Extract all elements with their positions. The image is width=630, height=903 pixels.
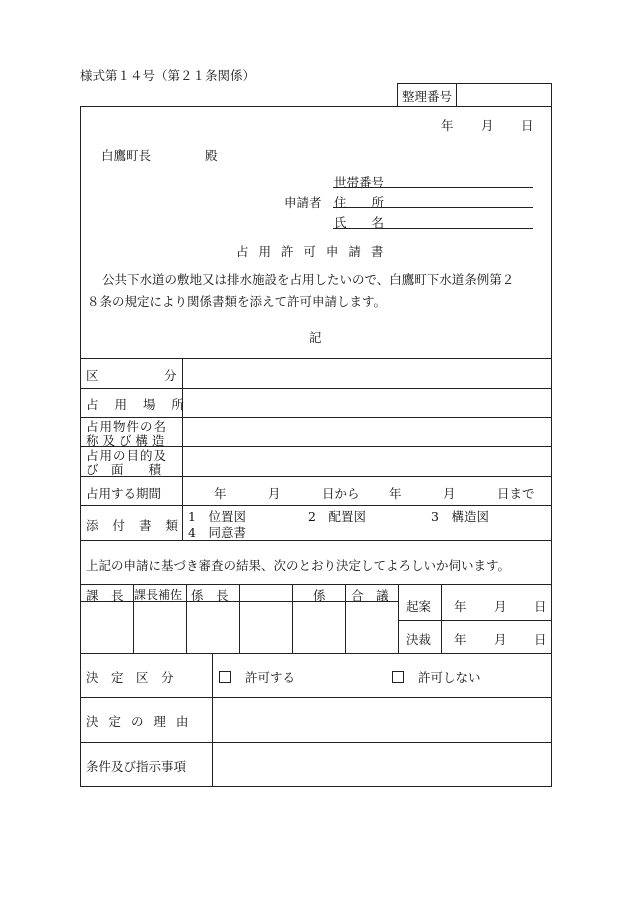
mokuteki-label-2: び 面 積 xyxy=(86,462,162,477)
approval-col-kakaricho: 係 長 xyxy=(191,588,229,603)
shimei-label: 氏 名 xyxy=(334,215,385,230)
kettei-kubun-label: 決 定 区 分 xyxy=(86,670,174,685)
approval-col-kachohosa: 課長補佐 xyxy=(134,588,183,602)
joken-label: 条件及び指示事項 xyxy=(86,759,187,774)
bukken-label-2: 称 及 び 構 造 xyxy=(86,433,165,448)
kian-year: 年 xyxy=(454,599,467,614)
body-text-line2: ８条の規定により関係書類を添えて許可申請します。 xyxy=(87,294,387,309)
tenpu-item-1: 1 位置図 xyxy=(188,509,246,524)
option-kyoka-shinai-label: 許可しない xyxy=(418,670,481,685)
kikan-tsuki-1: 月 xyxy=(268,486,281,501)
checkbox-kyoka-suru[interactable] xyxy=(219,671,231,683)
kubun-label-b: 分 xyxy=(164,368,177,383)
option-kyoka-suru-label: 許可する xyxy=(245,670,296,685)
kettei-riyu-label: 決 定 の 理 由 xyxy=(86,714,192,729)
checkbox-kyoka-shinai[interactable] xyxy=(392,671,404,683)
addressee-name: 白鷹町長 xyxy=(101,148,152,163)
addressee-suffix: 殿 xyxy=(205,148,218,163)
jusho-label: 住 所 xyxy=(334,195,385,210)
ki-label: 記 xyxy=(309,330,322,345)
kikan-nen-1: 年 xyxy=(214,486,227,501)
kikan-hi-2: 日まで xyxy=(497,486,535,501)
date-month: 月 xyxy=(481,118,494,133)
tenpu-item-2: 2 配置図 xyxy=(308,509,366,524)
kikan-hi-1: 日から xyxy=(322,486,360,501)
applicant-label: 申請者 xyxy=(284,195,322,210)
form-number-label: 様式第１４号（第２１条関係） xyxy=(80,68,256,83)
kessai-month: 月 xyxy=(494,632,507,647)
date-day: 日 xyxy=(521,118,534,133)
seiri-bango-label: 整理番号 xyxy=(402,89,453,104)
kian-day: 日 xyxy=(534,599,547,614)
option-kyoka-suru[interactable] xyxy=(219,668,295,686)
document-title: 占 用 許 可 申 請 書 xyxy=(236,244,387,259)
setai-bango-label: 世帯番号 xyxy=(334,175,385,190)
approval-col-kakari: 係 xyxy=(313,588,326,603)
kikan-nen-2: 年 xyxy=(389,486,402,501)
basho-label: 占 用 場 所 xyxy=(86,397,190,412)
body-text-line1: 公共下水道の敷地又は排水施設を占用したいので、白鷹町下水道条例第２ xyxy=(102,272,515,287)
kikan-tsuki-2: 月 xyxy=(443,486,456,501)
kian-label: 起案 xyxy=(406,599,432,614)
kian-month: 月 xyxy=(494,599,507,614)
kikan-label: 占用する期間 xyxy=(86,486,162,501)
approval-text: 上記の申請に基づき審査の結果、次のとおり決定してよろしいか伺います。 xyxy=(86,558,511,573)
kessai-day: 日 xyxy=(534,632,547,647)
kessai-year: 年 xyxy=(454,632,467,647)
tenpu-item-3: 3 構造図 xyxy=(431,509,489,524)
tenpu-label: 添 付 書 類 xyxy=(86,518,183,533)
date-year: 年 xyxy=(441,118,454,133)
bukken-label-1: 占用物件の名 xyxy=(86,419,168,434)
kessai-label: 決裁 xyxy=(406,632,432,647)
mokuteki-label-1: 占用の目的及 xyxy=(86,448,168,463)
option-kyoka-shinai[interactable] xyxy=(392,668,481,686)
tenpu-item-4: 4 同意書 xyxy=(188,525,246,540)
approval-col-gogi: 合 議 xyxy=(351,588,389,603)
kubun-label-a: 区 xyxy=(86,368,99,383)
approval-col-kacho: 課 長 xyxy=(86,588,124,603)
